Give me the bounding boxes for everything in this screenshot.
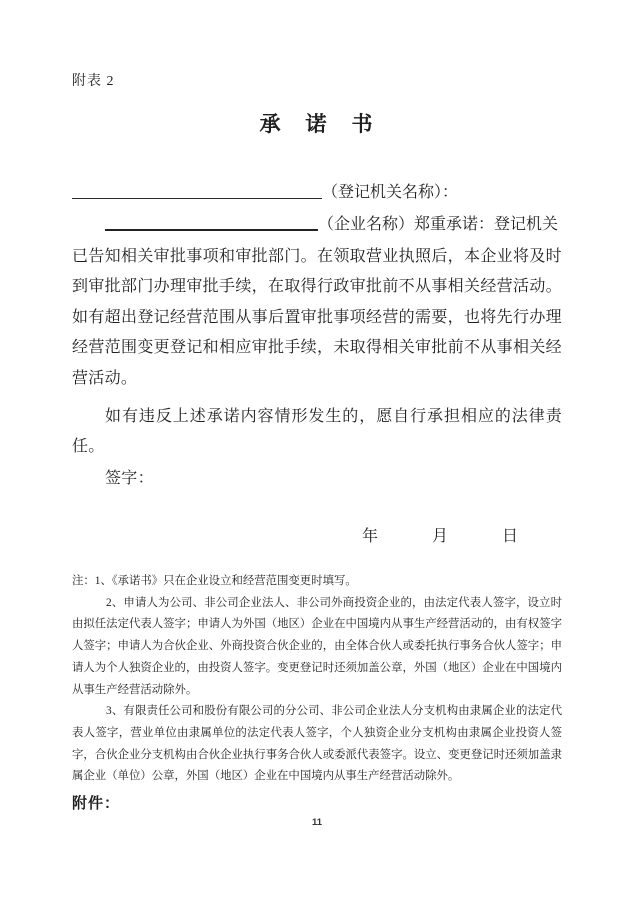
document-title: 承 诺 书 bbox=[259, 112, 375, 136]
registry-authority-blank bbox=[72, 181, 322, 199]
date-line bbox=[72, 523, 562, 546]
registry-authority-line bbox=[72, 179, 562, 202]
liability-paragraph: 如有违反上述承诺内容情形发生的，愿自行承担相应的法律责任。 bbox=[72, 408, 562, 456]
enterprise-name-line bbox=[72, 211, 562, 234]
registry-authority-label: （登记机关名称）： bbox=[322, 184, 459, 201]
notes-section bbox=[72, 571, 562, 788]
date-day-label: 日 bbox=[502, 528, 519, 545]
note-1: 注：1、《承诺书》只在企业设立和经营范围变更时填写。 bbox=[72, 575, 357, 587]
note-2: 2、申请人为公司、非公司企业法人、非公司外商投资企业的，由法定代表人签字，设立时由拟任法定代表人签字；申请人为外国（地区）企业在中国境内从事生产经营活动的，由有权签字人签字；申请人为合伙企业、外商投资合伙企业的，由全体合伙人或委托执行事务合伙人签字；申请人为个人独资企业的，由投资人签字。变更登记时还须加盖公章，外国（地区）企业在中国境内从事生产经营活动除外。 bbox=[72, 596, 562, 696]
appendix-label: 附表 2 bbox=[72, 74, 115, 89]
date-month-label: 月 bbox=[432, 528, 449, 545]
attachment-label: 附件： bbox=[72, 795, 121, 812]
enterprise-name-blank bbox=[105, 212, 318, 231]
enterprise-name-label: （企业名称）郑重承诺：登记机关 bbox=[318, 216, 559, 233]
date-year-label: 年 bbox=[362, 528, 379, 545]
signature-label: 签字： bbox=[105, 470, 154, 487]
page-number: 11 bbox=[311, 817, 323, 828]
commitment-paragraph: 已告知相关审批事项和审批部门。在领取营业执照后，本企业将及时到审批部门办理审批手续，在取得行政审批前不从事相关经营活动。如有超出登记经营范围从事后置审批事项经营的需要，也将先行办理经营范围变更登记和相应审批手续，未取得相关审批前不从事相关经营活动。 bbox=[72, 248, 562, 387]
note-3: 3、有限责任公司和股份有限公司的分公司、非公司企业法人分支机构由隶属企业的法定代表人签字，营业单位由隶属单位的法定代表人签字，个人独资企业分支机构由隶属企业投资人签字，合伙企业分支机构由合伙企业执行事务合伙人或委派代表签字。设立、变更登记时还须加盖隶属企业（单位）公章，外国（地区）企业在中国境内从事生产经营活动除外。 bbox=[72, 705, 562, 783]
